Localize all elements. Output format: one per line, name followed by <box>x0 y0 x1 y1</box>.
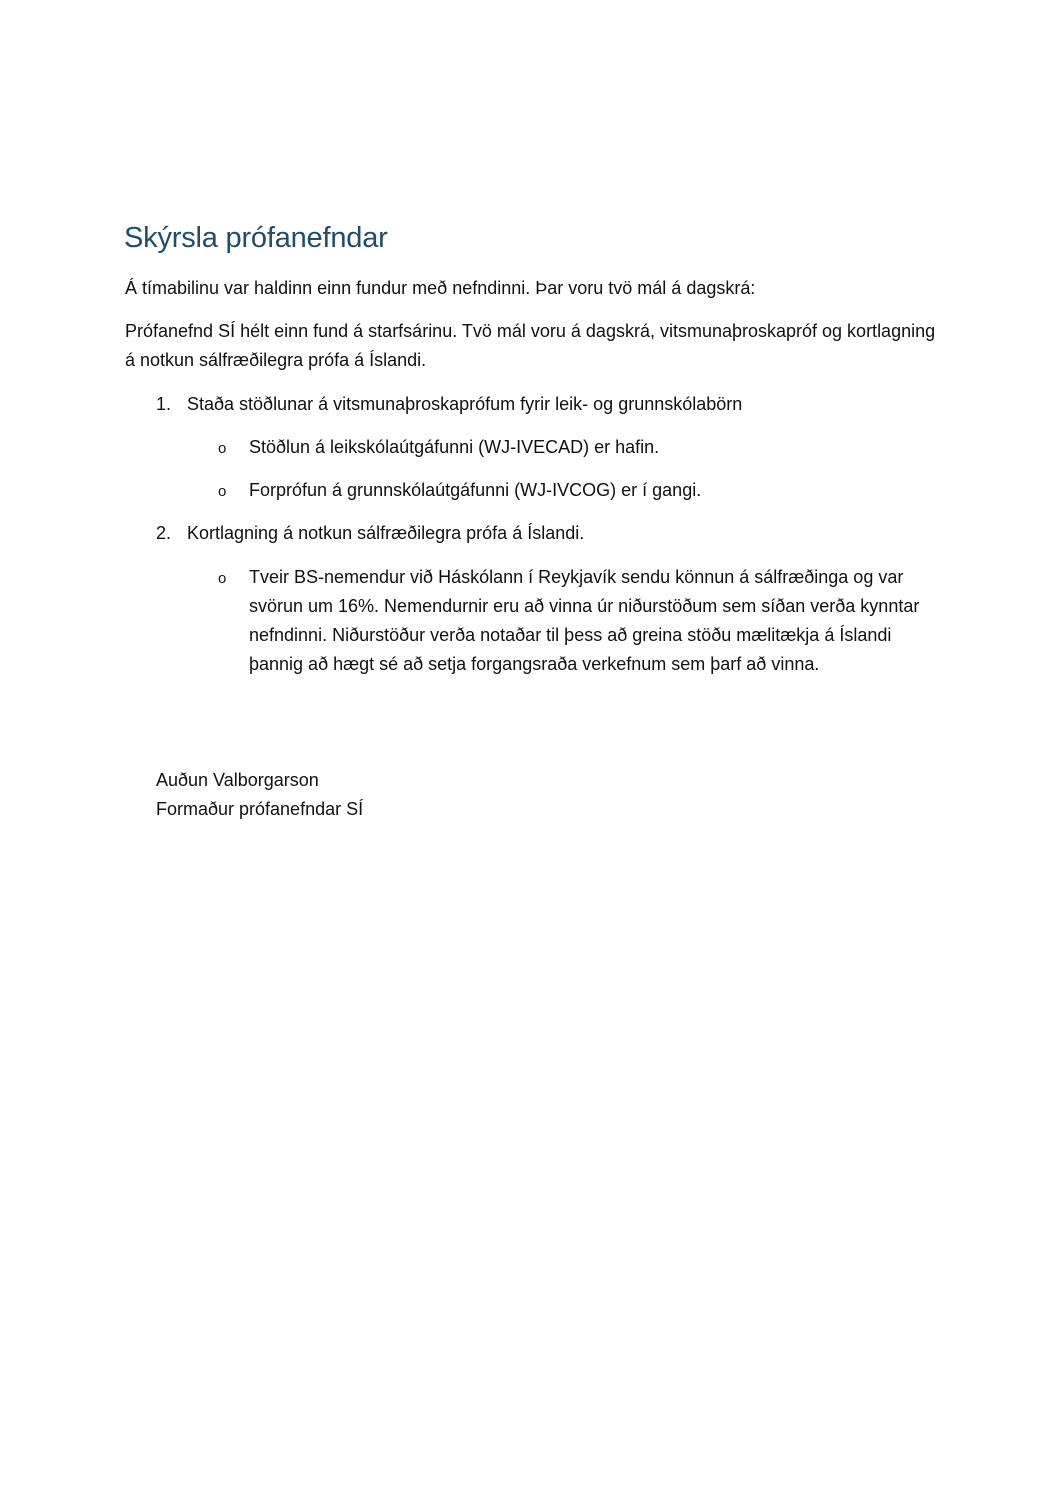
item-number: 1. <box>156 394 172 414</box>
intro-paragraph: Á tímabilinu var haldinn einn fundur með nefndinni. Þar voru tvö mál á dagskrá: <box>125 278 756 298</box>
page-title: Skýrsla prófanefndar <box>124 222 388 254</box>
item-number: 2. <box>156 523 172 543</box>
bullet-icon: o <box>218 483 227 500</box>
summary-paragraph: Prófanefnd SÍ hélt einn fund á starfsárinu. Tvö mál voru á dagskrá, vitsmunaþroskapróf og kortlagning á notkun sálfræðilegra prófa á Íslandi. <box>125 321 936 370</box>
bullet-icon: o <box>218 440 227 457</box>
item-text: Kortlagning á notkun sálfræðilegra prófa á Íslandi. <box>187 523 585 543</box>
bullet-text: Stöðlun á leikskólaútgáfunni (WJ-IVECAD) er hafin. <box>249 437 660 457</box>
signature-role: Formaður prófanefndar SÍ <box>156 799 364 819</box>
signature-name: Auðun Valborgarson <box>156 770 319 790</box>
bullet-icon: o <box>218 570 227 587</box>
item-text: Staða stöðlunar á vitsmunaþroskaprófum fyrir leik- og grunnskólabörn <box>187 394 743 414</box>
bullet-text: Forprófun á grunnskólaútgáfunni (WJ-IVCOG) er í gangi. <box>249 480 702 500</box>
bullet-text: Tveir BS-nemendur við Háskólann í Reykjavík sendu könnun á sálfræðinga og var svörun um 16%. Nemendurnir eru að vinna úr niðurstöðum sem síðan verða kynntar nefndinni. Niðurstöður verða notaðar til þess að greina stöðu mælitækja á Íslandi þannig að hægt sé að setja forgangsraða verkefnum sem þarf að vinna. <box>249 567 920 674</box>
